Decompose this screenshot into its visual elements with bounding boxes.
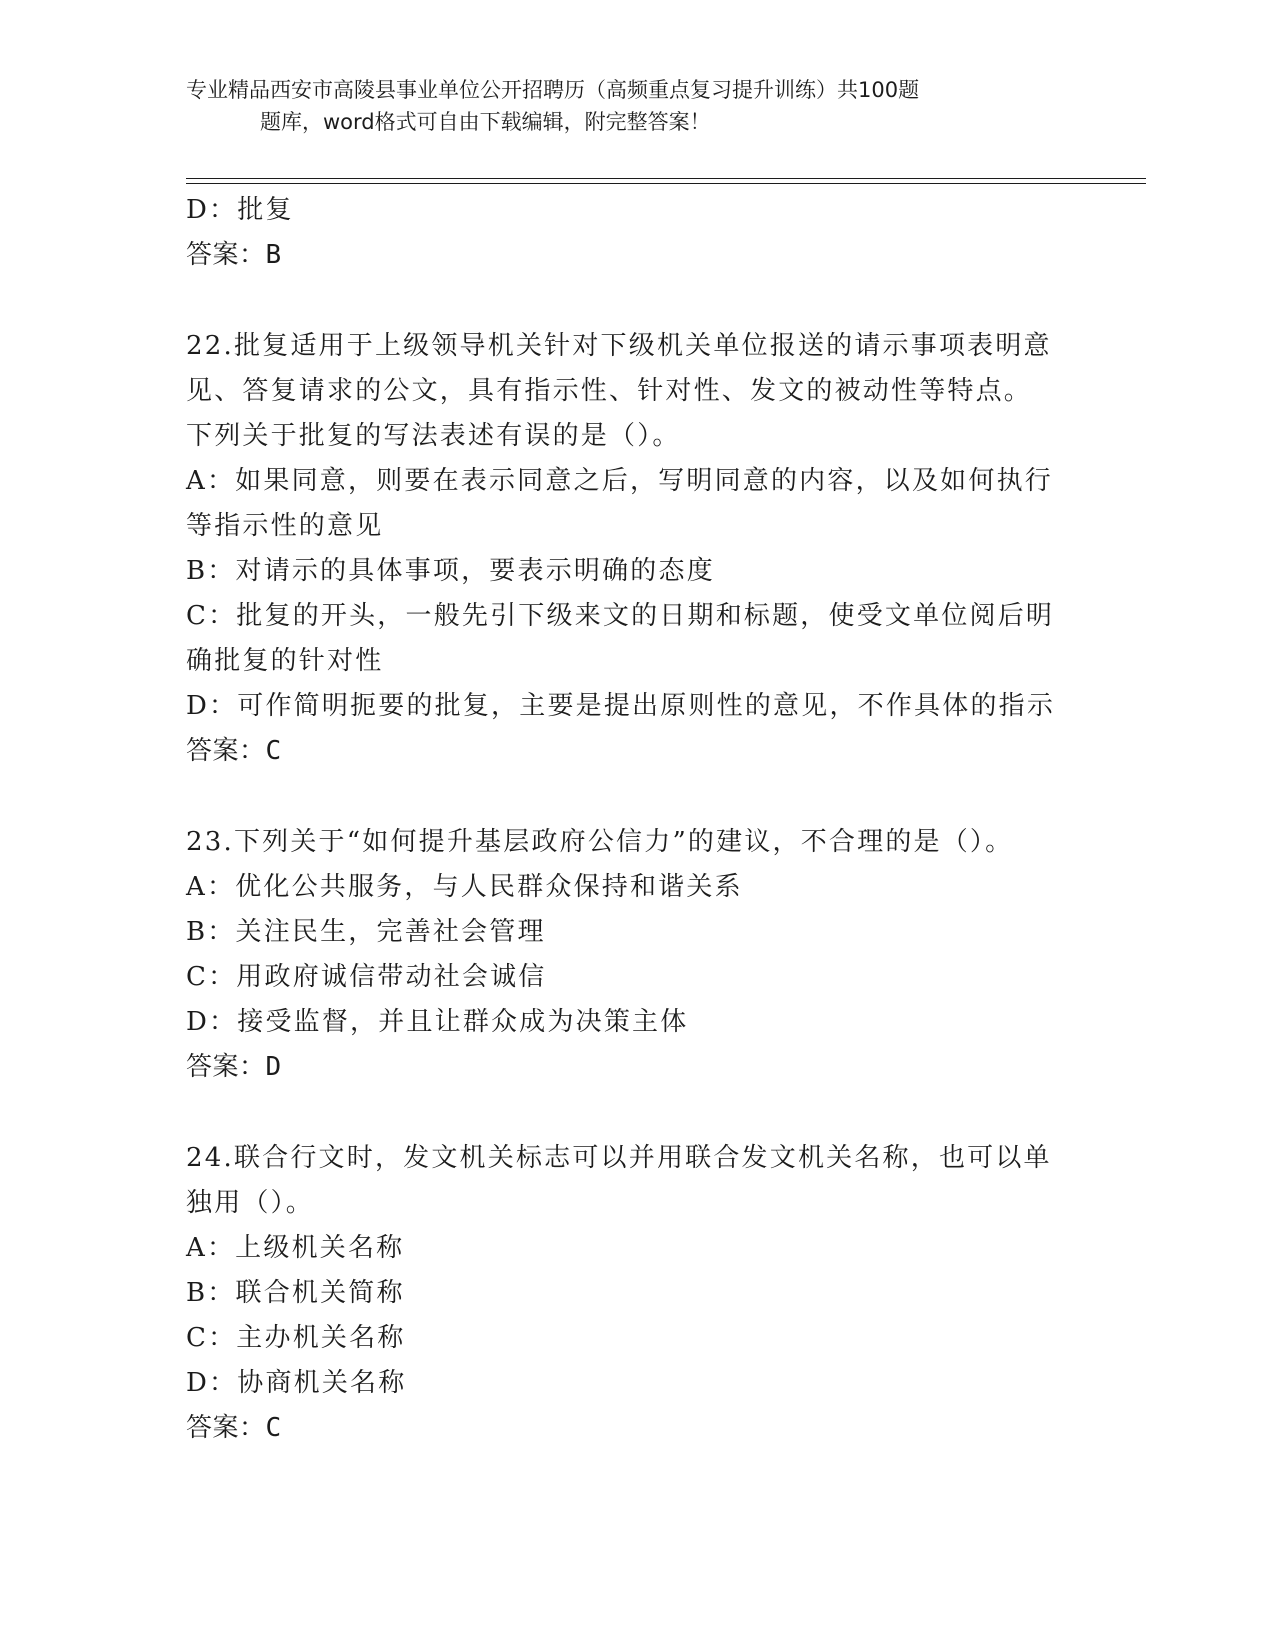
option-line: 等指示性的意见	[186, 511, 384, 541]
option-line: B：关注民生，完善社会管理	[186, 917, 546, 947]
option-line: B：联合机关简称	[186, 1278, 405, 1308]
option-line: A：优化公共服务，与人民群众保持和谐关系	[186, 872, 743, 902]
option-line: 确批复的针对性	[186, 646, 384, 676]
spacer	[186, 278, 1086, 324]
question-block	[186, 820, 1086, 1090]
answer-value: C	[265, 1413, 282, 1443]
question-stem-line: 见、答复请求的公文，具有指示性、针对性、发文的被动性等特点。	[186, 376, 1033, 406]
answer-line	[186, 1045, 1086, 1090]
answer-line	[186, 233, 1086, 278]
option-line: D：批复	[186, 195, 294, 225]
document-body	[186, 188, 1086, 1451]
spacer	[186, 774, 1086, 820]
question-stem-line: 22.批复适用于上级领导机关针对下级机关单位报送的请示事项表明意	[186, 331, 1052, 361]
option-line: A：如果同意，则要在表示同意之后，写明同意的内容，以及如何执行	[186, 466, 1053, 496]
header-title-line-1: 专业精品西安市高陵县事业单位公开招聘历（高频重点复习提升训练）共100题	[186, 78, 920, 102]
answer-label: 答案：	[186, 736, 266, 766]
option-line: D：可作简明扼要的批复，主要是提出原则性的意见，不作具体的指示	[186, 691, 1056, 721]
option-line: B：对请示的具体事项，要表示明确的态度	[186, 556, 715, 586]
option-line: D：协商机关名称	[186, 1368, 407, 1398]
answer-value: B	[265, 240, 282, 270]
option-line: C：批复的开头，一般先引下级来文的日期和标题，使受文单位阅后明	[186, 601, 1055, 631]
answer-line	[186, 729, 1086, 774]
option-line: A：上级机关名称	[186, 1233, 405, 1263]
answer-label: 答案：	[186, 1413, 266, 1443]
header-title-line-2: 题库，word格式可自由下载编辑，附完整答案！	[260, 110, 711, 134]
option-line: D：接受监督，并且让群众成为决策主体	[186, 1007, 689, 1037]
answer-label: 答案：	[186, 1052, 266, 1082]
question-stem-line: 下列关于批复的写法表述有误的是（）。	[186, 421, 681, 451]
answer-label: 答案：	[186, 240, 266, 270]
answer-value: C	[265, 736, 282, 766]
question-block	[186, 324, 1086, 774]
option-line: C：用政府诚信带动社会诚信	[186, 962, 547, 992]
question-block	[186, 1136, 1086, 1451]
answer-value: D	[265, 1052, 282, 1082]
answer-line	[186, 1406, 1086, 1451]
option-line: C：主办机关名称	[186, 1323, 406, 1353]
spacer	[186, 1090, 1086, 1136]
question-stem-line: 23.下列关于“如何提升基层政府公信力”的建议，不合理的是（）。	[186, 827, 1014, 857]
document-header	[186, 74, 1086, 138]
header-rule-bottom	[186, 183, 1146, 184]
question-stem-line: 24.联合行文时，发文机关标志可以并用联合发文机关名称，也可以单	[186, 1143, 1052, 1173]
header-rule-top	[186, 178, 1146, 179]
question-stem-line: 独用（）。	[186, 1188, 315, 1218]
